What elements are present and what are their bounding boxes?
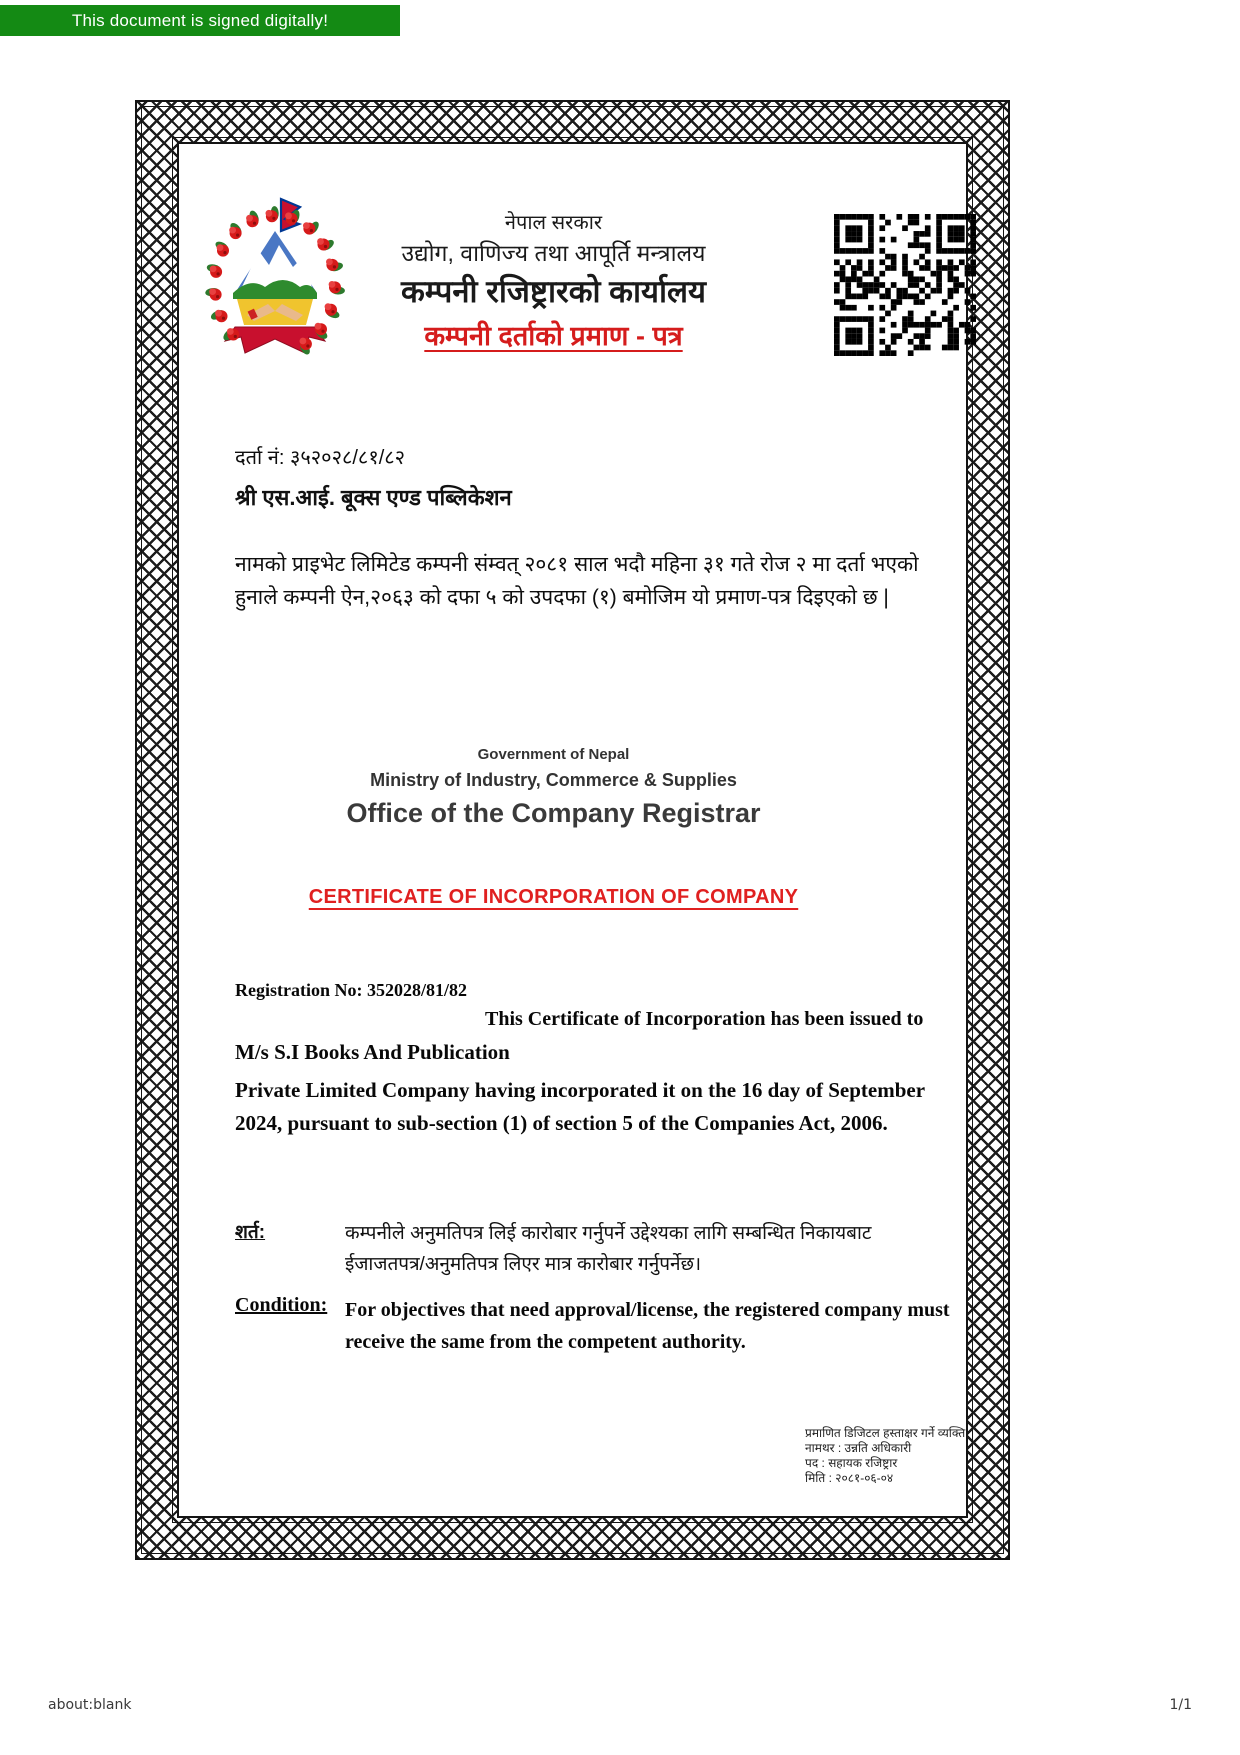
signature-date-line: मिति : २०८१-०६-०४ bbox=[805, 1471, 894, 1485]
np-certificate-title: कम्पनी दर्ताको प्रमाण - पत्र bbox=[424, 321, 683, 351]
issued-to-line: This Certificate of Incorporation has been issued to bbox=[485, 1008, 924, 1030]
signature-name-line: नामथर : उन्नति अधिकारी bbox=[805, 1441, 912, 1455]
digitally-signed-banner-text: This document is signed digitally! bbox=[71, 10, 329, 30]
en-company-name: M/s S.I Books And Publication bbox=[235, 1040, 510, 1064]
certificate-body bbox=[177, 142, 968, 1518]
footer-page-number: 1/1 bbox=[1169, 1697, 1192, 1713]
en-registration-number: Registration No: 352028/81/82 bbox=[235, 980, 467, 1000]
certificate-title: CERTIFICATE OF INCORPORATION OF COMPANY bbox=[308, 886, 799, 908]
signature-block bbox=[805, 1426, 995, 1486]
np-company-name: श्री एस.आई. बूक्स एण्ड पब्लिकेशन bbox=[235, 485, 512, 510]
en-condition-text: For objectives that need approval/license, the registered company must receive the same from the competent authority. bbox=[345, 1299, 950, 1353]
digitally-signed-banner bbox=[0, 5, 400, 36]
en-government-line: Government of Nepal bbox=[477, 746, 630, 763]
np-condition-text: कम्पनीले अनुमतिपत्र लिई कारोबार गर्नुपर्ने उद्देश्यका लागि सम्बन्धित निकायबाट ईजाजतपत्र/अनुमतिपत्र लिएर मात्र कारोबार गर्नुपर्नेछ। bbox=[345, 1223, 872, 1275]
en-ministry-line: Ministry of Industry, Commerce & Supplies bbox=[370, 770, 737, 790]
np-government-line: नेपाल सरकार bbox=[504, 212, 603, 234]
np-ministry-line: उद्योग, वाणिज्य तथा आपूर्ति मन्त्रालय bbox=[401, 240, 706, 266]
signature-certifier-line: प्रमाणित डिजिटल हस्ताक्षर गर्ने व्यक्ति bbox=[805, 1426, 966, 1440]
en-condition-label: Condition: bbox=[235, 1294, 328, 1316]
en-body-paragraph: Private Limited Company having incorporated it on the 16 day of September 2024, pursuant to sub-section (1) of section 5 of the Companies Act, 2006. bbox=[235, 1078, 925, 1135]
footer-url: about:blank bbox=[48, 1697, 132, 1713]
np-registration-number: दर्ता नं: ३५२०२८/८१/८२ bbox=[235, 447, 406, 469]
en-office-line: Office of the Company Registrar bbox=[346, 798, 761, 828]
np-office-line: कम्पनी रजिष्ट्रारको कार्यालय bbox=[401, 274, 706, 309]
signature-position-line: पद : सहायक रजिष्ट्रार bbox=[805, 1456, 898, 1470]
np-body-paragraph: नामको प्राइभेट लिमिटेड कम्पनी संम्वत् २०८१ साल भदौ महिना ३१ गते रोज २ मा दर्ता भएको हुनाले कम्पनी ऐन,२०६३ को दफा ५ को उपदफा (१) बमोजिम यो प्रमाण-पत्र दिइएको छ | bbox=[235, 553, 919, 609]
certificate-frame bbox=[135, 100, 1010, 1560]
np-condition-label: शर्त: bbox=[235, 1222, 266, 1243]
